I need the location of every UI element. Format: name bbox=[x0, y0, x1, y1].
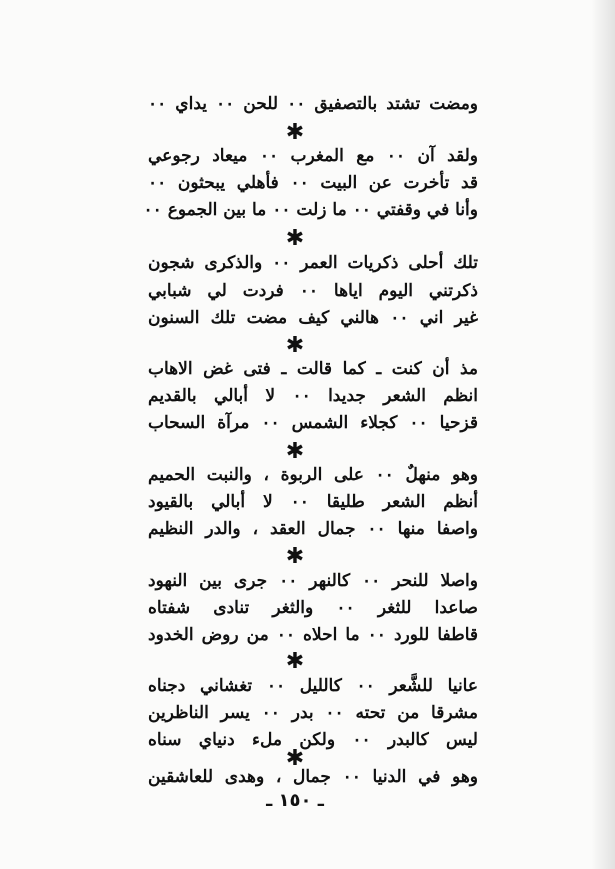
verse-line: مشرقا من تحته ‎٠٠‎ بدر ‎٠٠‎ يسر الناظرين bbox=[148, 703, 478, 723]
stanza-separator-star: ✱ bbox=[285, 333, 305, 358]
verse-line: أنظم الشعر طليقا ‎٠٠‎ لا أبالي بالقيود bbox=[148, 492, 478, 512]
verse-line: غير اني ‎٠٠‎ هالني كيف مضت تلك السنون bbox=[148, 308, 478, 328]
verse-line: تلك أحلى ذكريات العمر ‎٠٠‎ والذكرى شجون bbox=[148, 253, 478, 273]
verse-line: مذ أن كنت ـ كما قالت ـ فتى غض الاهاب bbox=[148, 359, 478, 379]
verse-line: ليس كالبدر ‎٠٠‎ ولكن ملء دنياي سناه bbox=[148, 730, 478, 750]
verse-line: قزحيا ‎٠٠‎ كجلاء الشمس ‎٠٠‎ مرآة السحاب bbox=[148, 413, 478, 433]
verse-line: عانيا للشَّعر ‎٠٠‎ كالليل ‎٠٠‎ تغشاني دجناه bbox=[148, 676, 479, 696]
verse-line: ذكرتني اليوم اياها ‎٠٠‎ فردت لي شبابي bbox=[148, 281, 479, 301]
verse-line: ولقد آن ‎٠٠‎ مع المغرب ‎٠٠‎ ميعاد رجوعي bbox=[148, 146, 478, 166]
stanza-separator-star: ✱ bbox=[285, 226, 305, 251]
stanza-separator-star: ✱ bbox=[285, 746, 305, 771]
verse-line: انظم الشعر جديدا ‎٠٠‎ لا أبالي بالقديم bbox=[148, 386, 478, 406]
stanza-separator-star: ✱ bbox=[285, 544, 305, 569]
verse-line: وهو في الدنيا ‎٠٠‎ جمال ، وهدى للعاشقين bbox=[148, 767, 478, 787]
verse-line: وهو منهلٌ ‎٠٠‎ على الربوة ، والنبت الحميم bbox=[148, 465, 478, 485]
verse-line: واصفا منها ‎٠٠‎ جمال العقد ، والدر النظيم bbox=[148, 519, 478, 539]
verse-line: واصلا للنحر ‎٠٠‎ كالنهر ‎٠٠‎ جرى بين النهود bbox=[148, 571, 478, 591]
verse-line: وأنا في وقفتي ‎٠٠‎ ما زلت ‎٠٠‎ ما بين الجموع ‎٠٠ bbox=[143, 200, 478, 220]
stanza-separator-star: ✱ bbox=[285, 439, 305, 464]
stanza-separator-star: ✱ bbox=[285, 649, 305, 674]
page-number: ـ ١٥٠ ـ bbox=[266, 790, 324, 811]
verse-line: ومضت تشتد بالتصفيق ‎٠٠‎ للحن ‎٠٠‎ يداي ‎٠٠ bbox=[148, 94, 479, 114]
stanza-separator-star: ✱ bbox=[285, 120, 305, 145]
verse-line: صاعدا للثغر ‎٠٠‎ والثغر تنادى شفتاه bbox=[148, 598, 478, 618]
verse-line: قاطفا للورد ‎٠٠‎ ما احلاه ‎٠٠‎ من روض الخدود bbox=[148, 625, 478, 645]
verse-line: قد تأخرت عن البيت ‎٠٠‎ فأهلي يبحثون ‎٠٠ bbox=[148, 173, 478, 193]
